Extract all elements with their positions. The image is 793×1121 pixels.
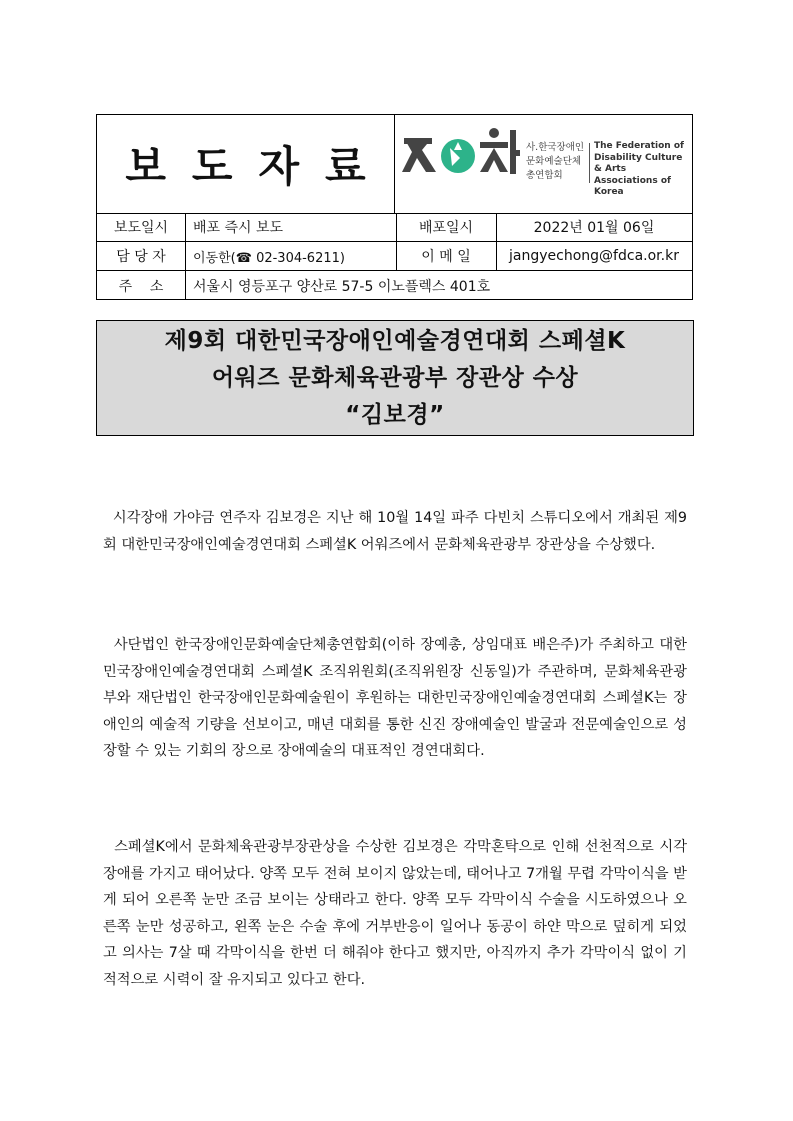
logo-english-line: Disability Culture & Arts	[594, 152, 683, 174]
headline-line-1: 제9회 대한민국장애인예술경연대회 스페셜K	[164, 327, 626, 354]
logo-english-line: Associations of	[594, 175, 671, 186]
body-paragraph-3	[103, 834, 687, 994]
release-time-label: 보도일시	[113, 220, 169, 236]
headline-line-3: “김보경”	[345, 401, 445, 428]
distribution-date-value: 2022년 01월 06일	[533, 220, 655, 236]
logo-english-name	[594, 141, 692, 199]
logo-korean-line: 사.한국장애인	[526, 142, 585, 153]
info-row-release-date	[97, 213, 692, 242]
logo-korean-name	[526, 141, 584, 183]
paragraph-text: 스페셜K에서 문화체육관광부장관상을 수상한 김보경은 각막혼탁으로 인해 선천적으로 시각장애를 가지고 태어났다. 양쪽 모두 전혀 보이지 않았는데, 태어나고 7개월 무렵 각막이식을 받게 되어 오른쪽 눈만 조금 보이는 상태라고 한다. 양쪽 모두 각막이식 수술을 시도하였으나 오른쪽 눈만 성공하고, 왼쪽 눈은 수술 후에 거부반응이 일어나 동공이 하얀 막으로 덮히게 되었고 의사는 7살 때 각막이식을 한번 더 해줘야 한다고 했지만, 아직까지 추가 각막이식 없이 기적적으로 시력이 잘 유지되고 있다고 한다.	[103, 839, 687, 988]
email-value[interactable]: jangyechong@fdca.or.kr	[509, 248, 679, 264]
headline-box	[96, 320, 694, 436]
logo-korean-line: 총연합회	[526, 170, 563, 181]
release-time-value: 배포 즉시 보도	[193, 220, 284, 236]
body-paragraph-2	[103, 632, 687, 765]
email-label: 이 메 일	[421, 249, 471, 265]
paragraph-text: 시각장애 가야금 연주자 김보경은 지난 해 10월 14일 파주 다빈치 스튜디오에서 개최된 제9회 대한민국장애인예술경연대회 스페셜K 어워즈에서 문화체육관광부 장관상을 수상했다.	[103, 510, 687, 553]
logo-english-line: The Federation of	[594, 141, 684, 151]
distribution-date-label: 배포일시	[418, 220, 474, 236]
fdca-logo-mark-icon	[402, 128, 520, 188]
logo-english-line: Korea	[594, 187, 624, 197]
logo-divider	[589, 143, 590, 183]
address-label: 주 소	[118, 278, 164, 295]
document-title: 보도자료	[97, 115, 395, 213]
contact-person-label: 담 당 자	[116, 249, 166, 265]
address-value: 서울시 영등포구 양산로 57-5 이노플렉스 401호	[193, 278, 491, 295]
logo-korean-line: 문화예술단체	[526, 156, 582, 167]
press-release-header	[96, 114, 693, 300]
contact-person-value: 이동한(☎ 02-304-6211)	[193, 250, 345, 266]
headline-line-2: 어워즈 문화체육관광부 장관상 수상	[211, 364, 579, 391]
info-row-contact	[97, 242, 692, 271]
header-top	[97, 115, 692, 214]
info-row-address	[97, 271, 692, 300]
paragraph-text: 사단법인 한국장애인문화예술단체총연합회(이하 장예총, 상임대표 배은주)가 주최하고 대한민국장애인예술경연대회 스페셜K 조직위원회(조직위원장 신동일)가 주관하며, 문화체육관광부와 재단법인 한국장애인문화예술원이 후원하는 대한민국장애인예술경연대회 스페셜K는 장애인의 예술적 기량을 선보이고, 매년 대회를 통한 신진 장애예술인 발굴과 전문예술인으로 성장할 수 있는 기회의 장으로 장애예술의 대표적인 경연대회다.	[103, 637, 687, 760]
organization-logo	[396, 115, 692, 213]
body-paragraph-1	[103, 505, 687, 558]
